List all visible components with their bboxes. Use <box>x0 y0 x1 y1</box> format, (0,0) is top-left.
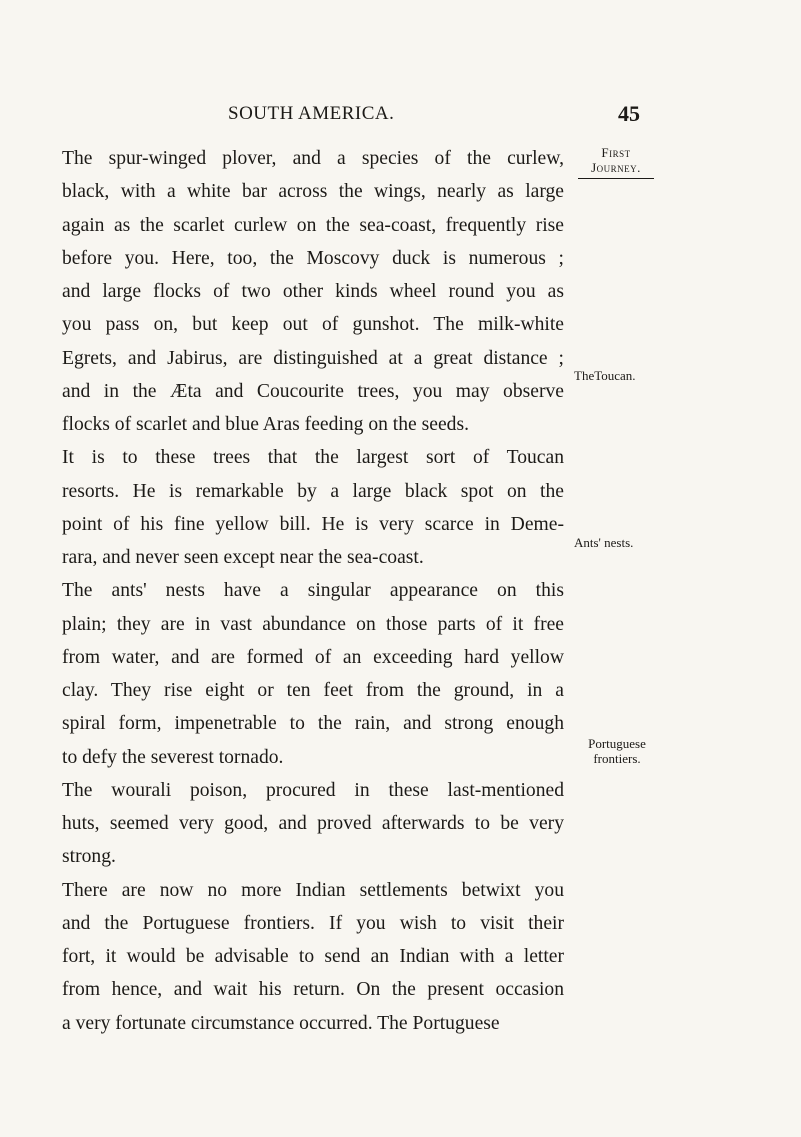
text-line: to defy the severest tornado. <box>62 746 284 768</box>
text-line: The wourali poison, procured in these last-mentioned <box>62 779 564 801</box>
text-line: There are now no more Indian settlements betwixt you <box>62 879 564 901</box>
running-title: SOUTH AMERICA. <box>228 103 395 124</box>
text-line: The spur-winged plover, and a species of the curlew, <box>62 148 564 169</box>
text-line: huts, seemed very good, and proved afterwards to be very <box>62 813 564 834</box>
margin-note-portuguese: Portuguese <box>588 736 646 751</box>
text-line: clay. They rise eight or ten feet from the ground, in a <box>62 680 564 701</box>
text-line: you pass on, but keep out of gunshot. The milk-white <box>62 314 564 336</box>
text-line: rara, and never seen except near the sea-coast. <box>62 547 424 568</box>
text-line: flocks of scarlet and blue Aras feeding on the seeds. <box>62 414 469 435</box>
text-line: The ants' nests have a singular appearance on this <box>62 580 564 602</box>
text-line: before you. Here, too, the Moscovy duck is numerous ; <box>62 247 564 269</box>
margin-note-portuguese-frontiers <box>574 736 660 766</box>
text-line: plain; they are in vast abundance on those parts of it free <box>62 613 564 635</box>
body-text <box>62 142 564 1040</box>
text-line: resorts. He is remarkable by a large black spot on the <box>62 480 564 502</box>
text-line: from hence, and wait his return. On the present occasion <box>62 979 564 1001</box>
margin-note-ants-nests: Ants' nests. <box>574 535 634 550</box>
margin-note-first-journey <box>574 145 658 179</box>
margin-note-toucan: TheToucan. <box>574 368 636 383</box>
text-line: again as the scarlet curlew on the sea-coast, frequently rise <box>62 214 564 236</box>
text-line: and in the Æta and Coucourite trees, you may observe <box>62 380 564 402</box>
page-number: 45 <box>618 101 640 126</box>
text-line: a very fortunate circumstance occurred. The Portuguese <box>62 1012 500 1034</box>
text-line: and large flocks of two other kinds wheel round you as <box>62 281 564 302</box>
margin-note-first: First <box>601 145 631 160</box>
text-line: spiral form, impenetrable to the rain, and strong enough <box>62 713 564 735</box>
text-line: and the Portuguese frontiers. If you wish to visit their <box>62 912 564 934</box>
text-line: strong. <box>62 846 116 868</box>
text-line: point of his fine yellow bill. He is very scarce in Deme- <box>62 513 564 535</box>
running-head <box>0 103 801 133</box>
text-line: Egrets, and Jabirus, are distinguished at a great distance ; <box>62 347 564 369</box>
margin-note-frontiers: frontiers. <box>593 751 641 766</box>
text-line: fort, it would be advisable to send an Indian with a letter <box>62 946 564 967</box>
text-line: black, with a white bar across the wings, nearly as large <box>62 181 564 203</box>
margin-rule <box>578 178 654 179</box>
margin-note-journey: Journey. <box>591 160 641 175</box>
text-line: from water, and are formed of an exceeding hard yellow <box>62 646 564 668</box>
text-line: It is to these trees that the largest sort of Toucan <box>62 447 564 469</box>
